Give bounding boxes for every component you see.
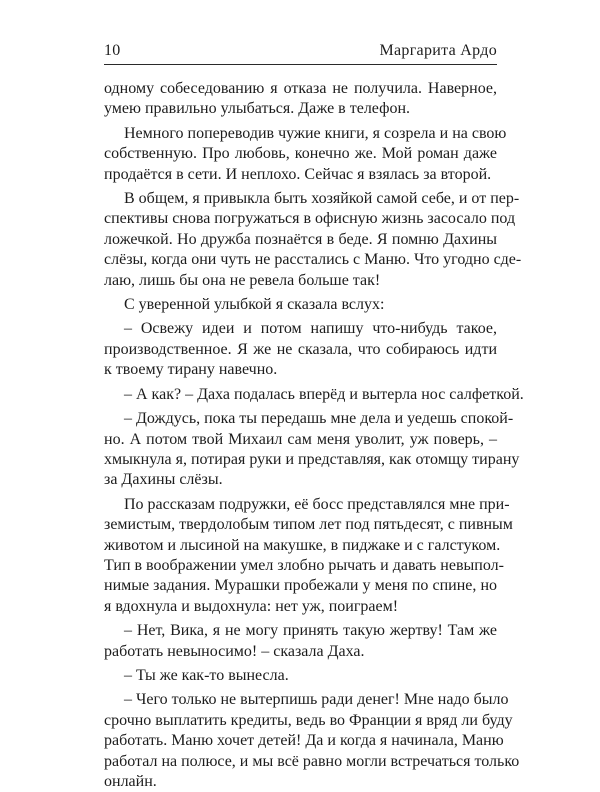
text-line: производственное. Я же не сказала, что собираюсь идти <box>104 340 497 358</box>
body-text <box>104 79 524 792</box>
text-line: животом и лысиной на макушке, в пиджаке и с галстуком. <box>104 536 501 554</box>
text-line: В общем, я привыкла быть хозяйкой самой себе, и от пер- <box>124 190 520 208</box>
text-line: – Освежу идеи и потом напишу что-нибудь такое, <box>124 320 497 338</box>
paragraph <box>104 690 520 792</box>
page-header <box>104 40 497 65</box>
paragraph <box>104 319 497 380</box>
text-line: – Дождусь, пока ты передашь мне дела и уедешь спокой- <box>124 410 514 428</box>
text-line: – Нет, Вика, я не могу принять такую жертву! Там же <box>124 622 497 640</box>
text-line: – А как? – Даха подалась вперёд и вытерла нос салфеткой. <box>124 385 524 403</box>
text-line: земистым, твердолобым типом лет под пятьдесят, с пивным <box>104 516 513 534</box>
paragraph <box>104 79 497 120</box>
paragraph <box>104 124 507 185</box>
paragraph <box>104 385 524 405</box>
text-line: слёзы, когда они чуть не расстались с Маню. Что угодно сде- <box>104 251 522 269</box>
paragraph <box>104 621 497 662</box>
running-head-author: Маргарита Ардо <box>379 42 497 59</box>
paragraph <box>104 189 522 291</box>
text-line: спективы снова погружаться в офисную жизнь засосало под <box>104 210 516 228</box>
text-line: Тип в воображении умел злобно рычать и давать невыпол- <box>104 556 504 574</box>
paragraph <box>104 295 497 315</box>
text-line: – Чего только не вытерпишь ради денег! Мне надо было <box>124 691 509 709</box>
text-line: к твоему тирану навечно. <box>104 361 278 379</box>
text-line: работать невыносимо! – сказала Даха. <box>104 642 365 660</box>
text-line: По рассказам подружки, её босс представлялся мне при- <box>124 495 510 513</box>
text-line: но. А потом твой Михаил сам меня уволит, уж поверь, – <box>104 430 497 448</box>
text-line: собственную. Про любовь, конечно же. Мой роман даже <box>104 145 497 163</box>
paragraph <box>104 495 513 617</box>
text-line: онлайн. <box>104 773 157 790</box>
paragraph <box>104 409 520 491</box>
paragraph <box>104 666 497 686</box>
text-line: продаётся в сети. И неплохо. Сейчас я взялась за второй. <box>104 165 492 183</box>
text-line: за Дахины слёзы. <box>104 471 223 489</box>
text-line: нимые задания. Мурашки пробежали у меня по спине, но <box>104 577 497 595</box>
text-line: работал на полюсе, и мы всё равно могли встречаться только <box>104 752 520 770</box>
text-line: работать. Маню хочет детей! Да и когда я начинала, Маню <box>104 732 504 750</box>
text-line: лаю, лишь бы она не ревела больше так! <box>104 271 381 289</box>
text-line: одному собеседованию я отказа не получила. Наверное, <box>104 80 497 97</box>
book-page <box>104 0 524 790</box>
text-line: Немного попереводив чужие книги, я созрела и на свою <box>124 124 507 142</box>
text-line: ложечкой. Но дружба познаётся в беде. Я помню Дахины <box>104 230 497 248</box>
text-line: срочно выплатить кредиты, ведь во Франции я вряд ли буду <box>104 711 513 729</box>
text-line: я вдохнула и выдохнула: нет уж, поиграем! <box>104 597 399 615</box>
text-line: – Ты же как-то вынесла. <box>124 666 289 684</box>
text-line: хмыкнула я, потирая руки и представляя, как отомщу тирану <box>104 450 520 468</box>
text-line: С уверенной улыбкой я сказала вслух: <box>124 296 385 314</box>
text-line: умею правильно улыбаться. Даже в телефон. <box>104 100 411 118</box>
page-number: 10 <box>104 42 121 59</box>
